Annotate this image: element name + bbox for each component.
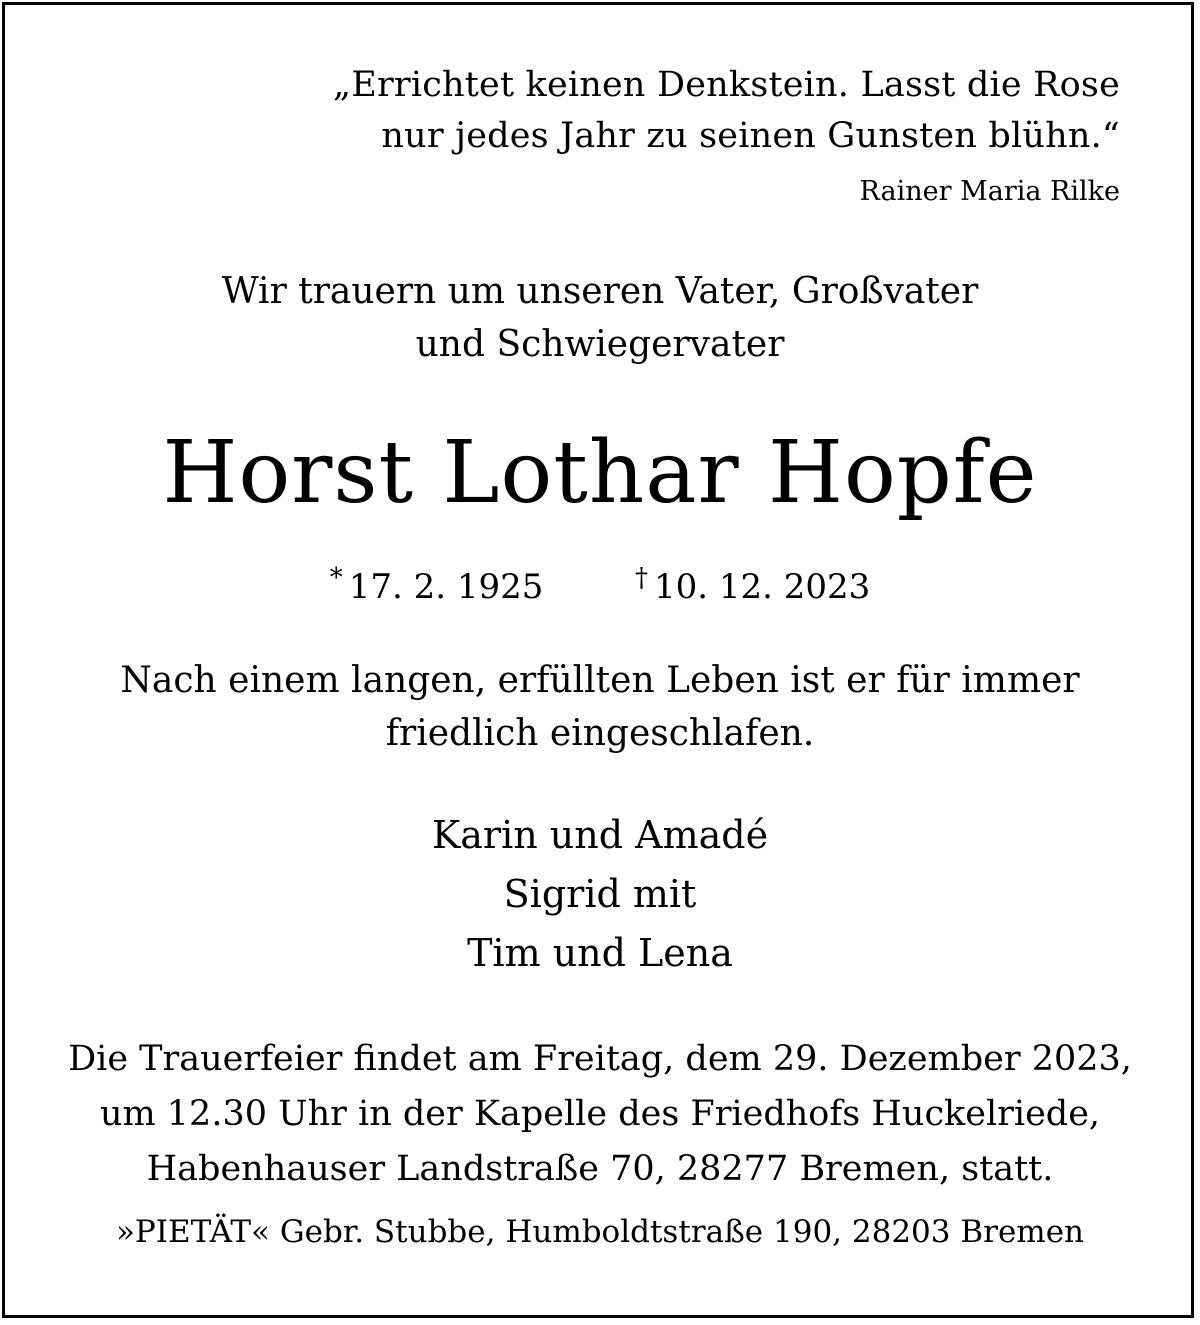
quote-author: Rainer Maria Rilke xyxy=(859,176,1120,207)
mourners-list xyxy=(0,806,1200,983)
quote-line: „Errichtet keinen Denkstein. Lasst die Rose xyxy=(332,65,1120,105)
mourner-entry: Sigrid mit xyxy=(503,872,697,916)
quote-line: nur jedes Jahr zu seinen Gunsten blühn.“ xyxy=(381,116,1120,156)
life-dates xyxy=(0,553,1200,612)
deceased-name: Horst Lothar Hopfe xyxy=(162,423,1038,523)
funeral-home-info: »PIETÄT« Gebr. Stubbe, Humboldtstraße 190, 28203 Bremen xyxy=(115,1214,1085,1250)
death-cross-icon: † xyxy=(634,563,648,593)
mourning-intro xyxy=(0,265,1200,371)
birth-date: 17. 2. 1925 xyxy=(348,567,544,607)
ceremony-line: Habenhauser Landstraße 70, 28277 Bremen, statt. xyxy=(146,1149,1054,1189)
message-line: friedlich eingeschlafen. xyxy=(385,713,815,754)
death-date-group xyxy=(635,553,870,612)
death-date: 10. 12. 2023 xyxy=(653,567,871,607)
birth-star-icon: * xyxy=(329,563,343,593)
ceremony-line: Die Trauerfeier findet am Freitag, dem 29. Dezember 2023, xyxy=(68,1039,1132,1079)
intro-line: und Schwiegervater xyxy=(415,324,785,365)
ceremony-line: um 12.30 Uhr in der Kapelle des Friedhofs Huckelriede, xyxy=(99,1094,1101,1134)
obituary-message xyxy=(0,654,1200,760)
message-line: Nach einem langen, erfüllten Leben ist er für immer xyxy=(120,660,1080,701)
rilke-quote xyxy=(333,60,1120,162)
mourner-entry: Karin und Amadé xyxy=(431,813,769,857)
mourner-entry: Tim und Lena xyxy=(467,931,733,975)
intro-line: Wir trauern um unseren Vater, Großvater xyxy=(221,271,979,312)
funeral-ceremony-info xyxy=(0,1032,1200,1197)
birth-date-group xyxy=(330,553,544,612)
